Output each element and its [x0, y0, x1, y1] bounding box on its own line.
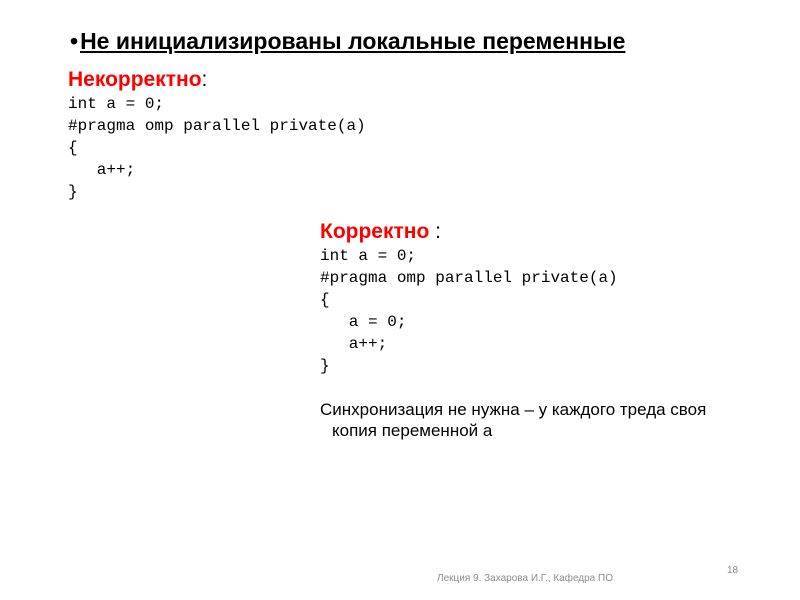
code-line: a++;	[68, 161, 136, 179]
note-line-2: копия переменной a	[332, 421, 493, 440]
code-line: {	[320, 291, 330, 309]
correct-label-colon: :	[429, 220, 441, 243]
code-line: }	[68, 183, 78, 201]
incorrect-code-block	[68, 93, 366, 203]
explanation-note	[320, 399, 780, 441]
code-line: a++;	[320, 335, 388, 353]
correct-code-block	[320, 245, 618, 377]
code-line: int a = 0;	[320, 247, 417, 265]
code-line: a = 0;	[320, 313, 407, 331]
slide-heading	[70, 28, 625, 55]
incorrect-label-colon: :	[201, 68, 208, 91]
code-line: #pragma omp parallel private(a)	[68, 117, 366, 135]
correct-label-text: Корректно	[320, 220, 430, 243]
correct-label	[320, 220, 441, 244]
slide-footer: Лекция 9. Захарова И.Г., Кафедра ПО	[437, 573, 613, 584]
page-number: 18	[727, 565, 739, 576]
incorrect-label	[68, 68, 207, 92]
code-line: }	[320, 357, 330, 375]
bullet-icon: •	[70, 28, 79, 54]
code-line: int a = 0;	[68, 95, 165, 113]
note-line-1: Синхронизация не нужна – у каждого треда своя	[320, 400, 707, 419]
code-line: {	[68, 139, 78, 157]
code-line: #pragma omp parallel private(a)	[320, 269, 618, 287]
incorrect-label-text: Некорректно	[68, 68, 202, 91]
heading-text: Не инициализированы локальные переменные	[80, 28, 626, 54]
